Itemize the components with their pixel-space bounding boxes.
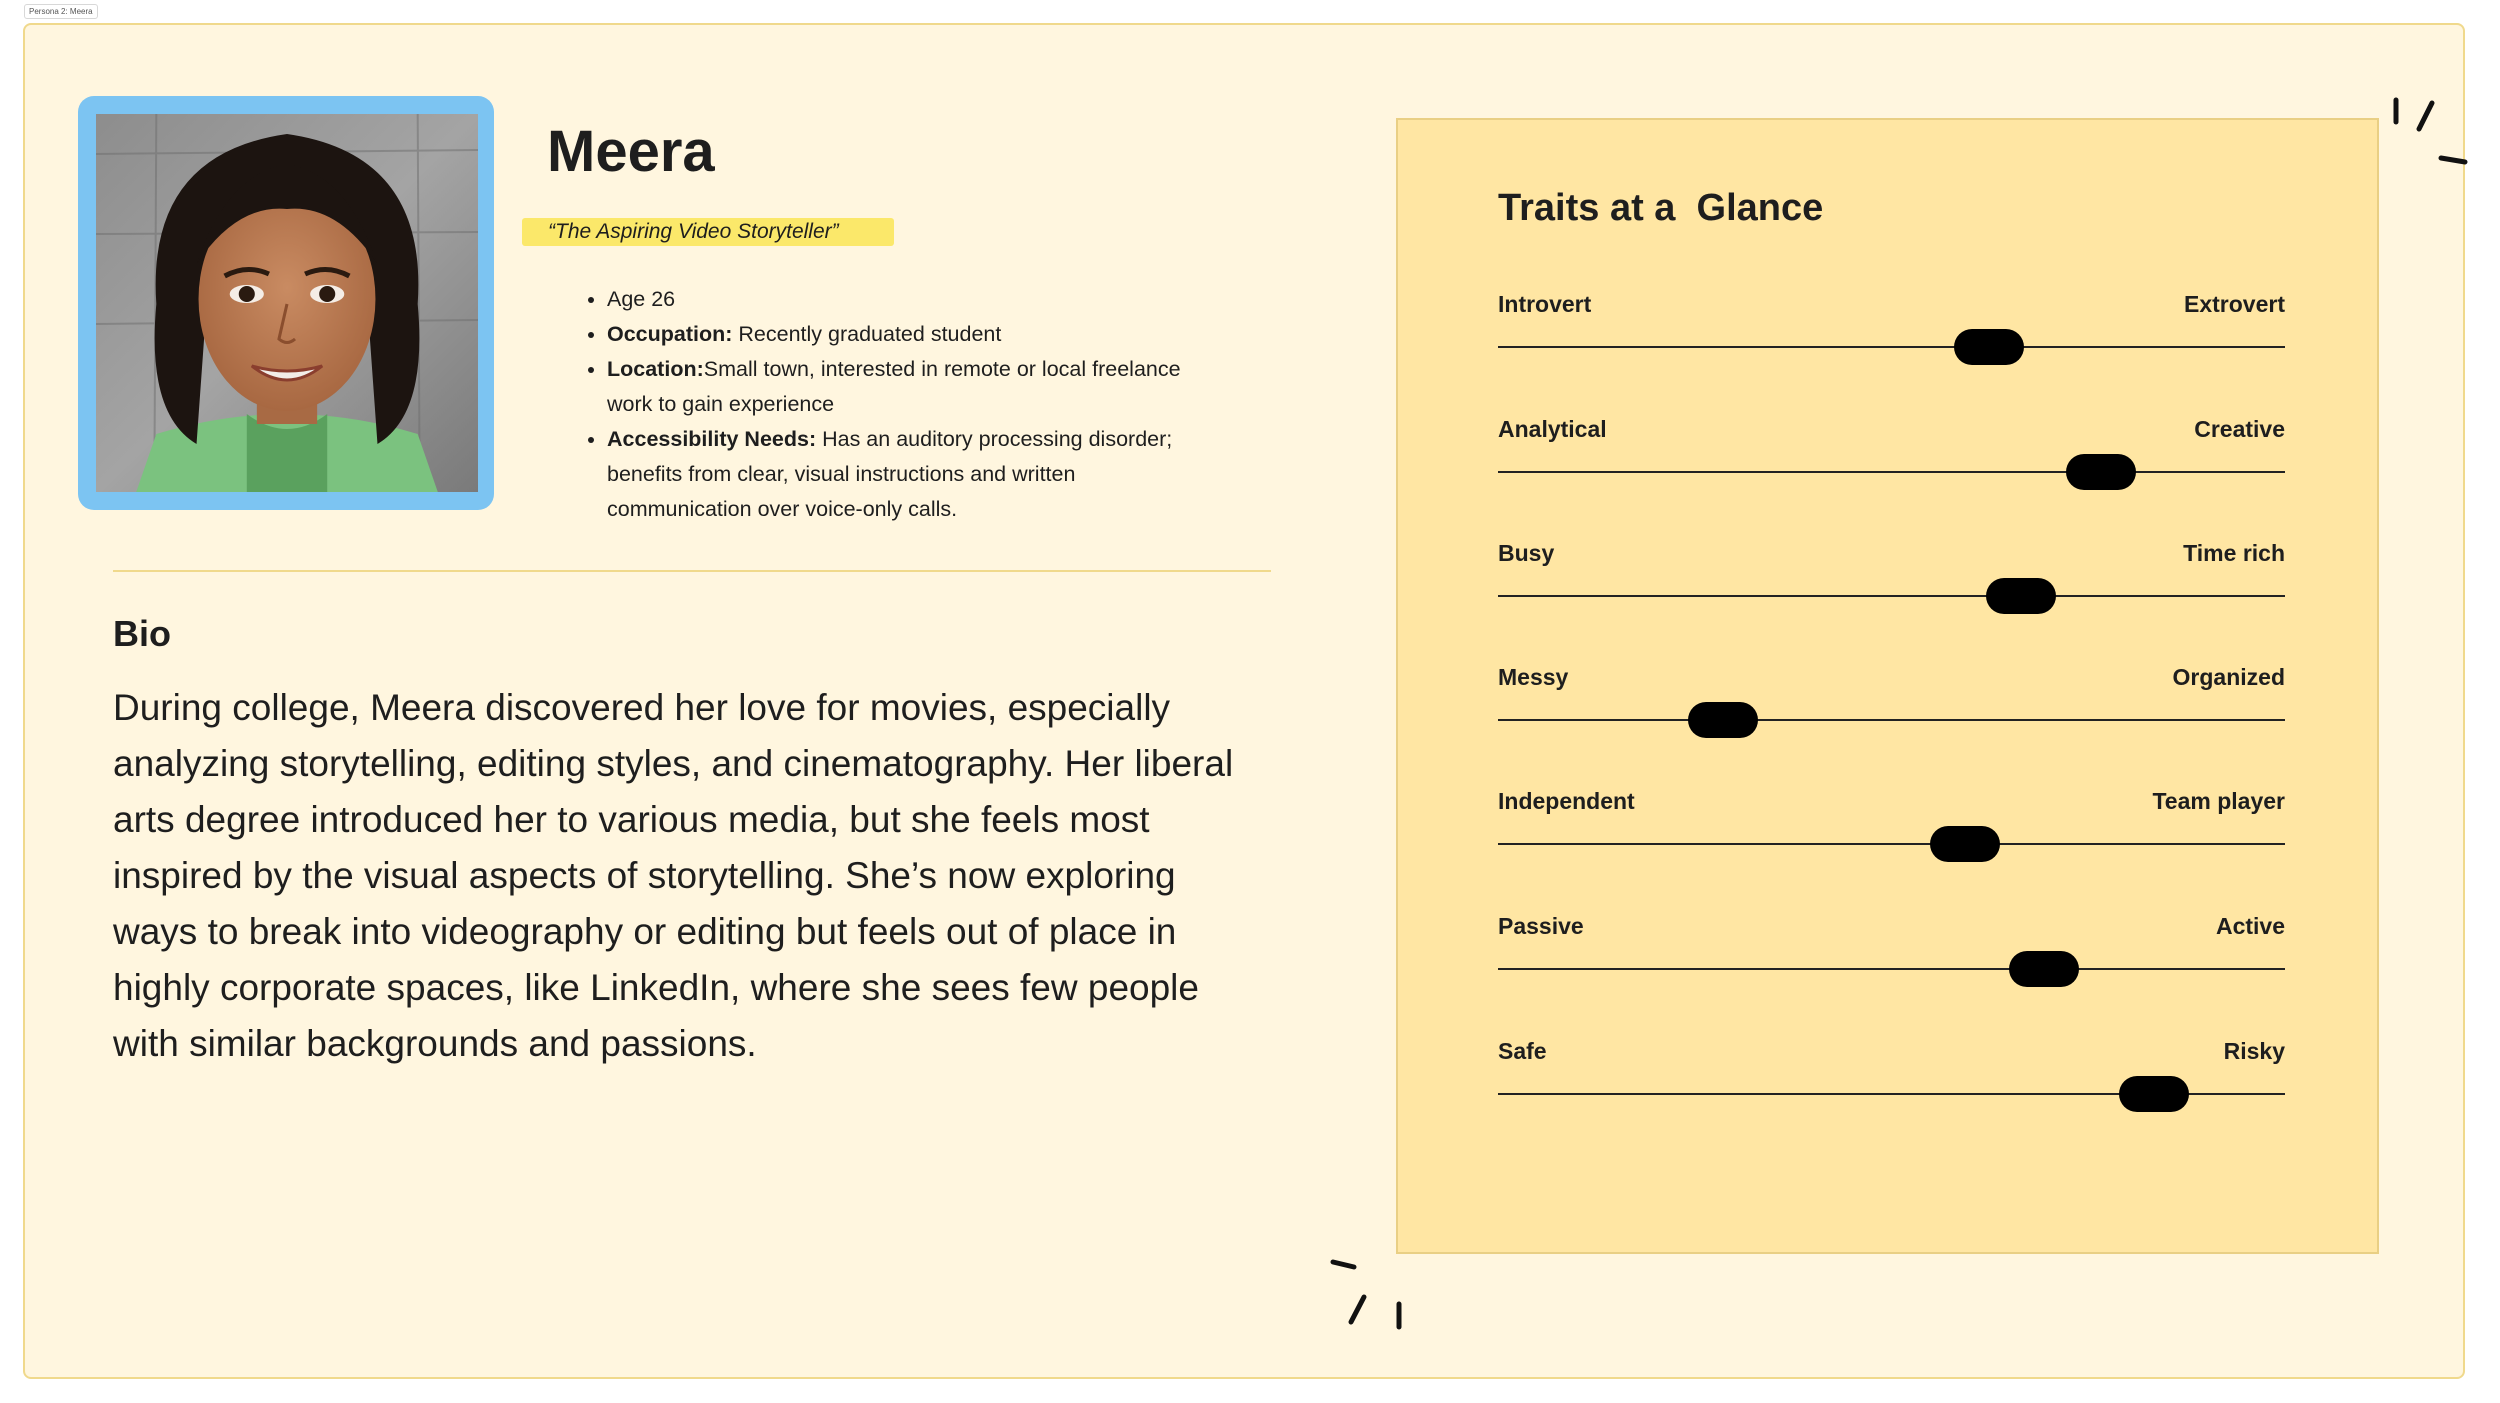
trait-left-label: Busy (1498, 540, 1555, 566)
fact-occupation: • Occupation: Recently graduated student (607, 317, 1197, 352)
trait-slider-handle[interactable] (1986, 578, 2056, 614)
trait-messy-organized (1498, 663, 2285, 743)
trait-left-label: Messy (1498, 664, 1569, 690)
fact-age: • Age 26 (607, 282, 1197, 317)
trait-right-label: Extrovert (2184, 291, 2285, 317)
persona-name: Meera (547, 119, 715, 184)
frame-label[interactable]: Persona 2: Meera (24, 4, 98, 19)
trait-track (1498, 968, 2285, 970)
trait-track (1498, 843, 2285, 845)
trait-left-label: Analytical (1498, 416, 1607, 442)
trait-left-label: Introvert (1498, 291, 1592, 317)
trait-safe-risky (1498, 1037, 2285, 1117)
trait-introvert-extrovert (1498, 290, 2285, 370)
fact-location: • Location:Small town, interested in remote or local freelance work to gain experience (607, 352, 1197, 422)
trait-analytical-creative (1498, 415, 2285, 495)
trait-slider-handle[interactable] (2066, 454, 2136, 490)
trait-track (1498, 595, 2285, 597)
traits-card (1396, 118, 2379, 1254)
trait-slider-handle[interactable] (2009, 951, 2079, 987)
trait-right-label: Creative (2194, 416, 2285, 442)
trait-slider-handle[interactable] (1930, 826, 2000, 862)
trait-track (1498, 346, 2285, 348)
trait-slider-handle[interactable] (2119, 1076, 2189, 1112)
bio-title: Bio (113, 613, 171, 654)
persona-facts-list (583, 282, 1197, 527)
trait-right-label: Risky (2223, 1038, 2285, 1064)
trait-left-label: Passive (1498, 913, 1584, 939)
trait-slider-handle[interactable] (1688, 702, 1758, 738)
trait-right-label: Active (2215, 913, 2285, 939)
trait-passive-active (1498, 912, 2285, 992)
trait-right-label: Time rich (2183, 540, 2285, 566)
trait-track (1498, 719, 2285, 721)
bio-text: During college, Meera discovered her love for movies, especially analyzing storytelling, editing styles, and cinematography. Her liberal arts degree introduced her to various media, but she feels most inspired by the visual aspects of storytelling. She’s now exploring ways to break into videography or editing but feels out of place in highly corporate spaces, like LinkedIn, where she sees few people with similar backgrounds and passions. (113, 687, 1234, 1064)
trait-left-label: Safe (1498, 1038, 1547, 1064)
trait-busy-time-rich (1498, 539, 2285, 619)
section-divider (113, 570, 1271, 572)
fact-accessibility-needs: • Accessibility Needs: Has an auditory processing disorder; benefits from clear, visual instructions and written communication over voice-only calls. (607, 422, 1197, 527)
trait-left-label: Independent (1498, 788, 1635, 814)
trait-independent-team-player (1498, 787, 2285, 867)
persona-photo-frame (78, 96, 494, 510)
persona-photo (96, 114, 478, 492)
traits-title: Traits at a Glance (1498, 187, 1824, 229)
persona-tagline: “The Aspiring Video Storyteller” (522, 218, 894, 246)
trait-track (1498, 471, 2285, 473)
trait-right-label: Team player (2152, 788, 2285, 814)
trait-slider-handle[interactable] (1954, 329, 2024, 365)
trait-right-label: Organized (2172, 664, 2285, 690)
